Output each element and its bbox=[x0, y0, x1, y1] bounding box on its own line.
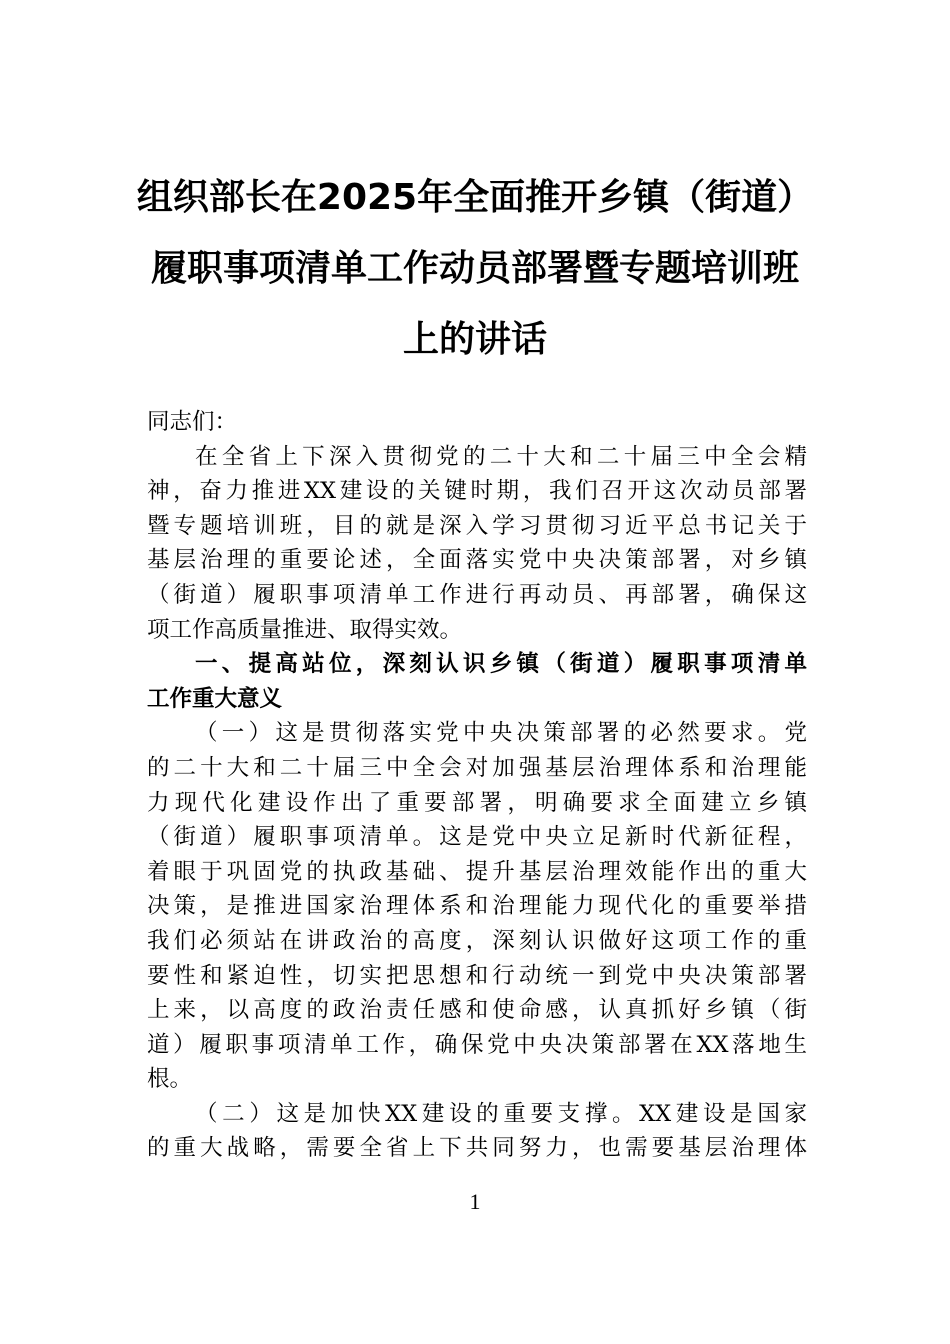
salutation-text: 同志们： bbox=[147, 409, 238, 435]
title-line: 上的讲话 bbox=[402, 319, 547, 360]
text-line: 根。 bbox=[147, 1066, 193, 1093]
text-line: 力现代化建设作出了重要部署，明确要求全面建立乡镇 bbox=[147, 789, 807, 816]
text-line: 暨专题培训班，目的就是深入学习贯彻习近平总书记关于 bbox=[147, 512, 807, 539]
text-line: 道）履职事项清单工作，确保党中央决策部署在XX落地生 bbox=[147, 1031, 807, 1058]
text-line: 着眼于巩固党的执政基础、提升基层治理效能作出的重大 bbox=[147, 858, 807, 885]
text-line: （一）这是贯彻落实党中央决策部署的必然要求。党 bbox=[195, 720, 807, 747]
text-line: 基层治理的重要论述，全面落实党中央决策部署，对乡镇 bbox=[147, 547, 807, 574]
text-line: （二）这是加快XX建设的重要支撑。XX建设是国家 bbox=[195, 1100, 807, 1127]
text-line: 我们必须站在讲政治的高度，深刻认识做好这项工作的重 bbox=[147, 927, 807, 954]
text-line: （街道）履职事项清单工作进行再动员、再部署，确保这 bbox=[147, 581, 807, 608]
text-line: 上来，以高度的政治责任感和使命感，认真抓好乡镇（街 bbox=[147, 997, 807, 1024]
text-line: 神，奋力推进XX建设的关键时期，我们召开这次动员部署 bbox=[147, 478, 807, 505]
point-two-paragraph bbox=[147, 1097, 807, 1166]
document-body bbox=[147, 405, 807, 1166]
text-line: 要性和紧迫性，切实把思想和行动统一到党中央决策部署 bbox=[147, 962, 807, 989]
title-line: 履职事项清单工作动员部署暨专题培训班 bbox=[150, 248, 799, 289]
text-line: 项工作高质量推进、取得实效。 bbox=[147, 616, 463, 643]
page-number: 1 bbox=[469, 1189, 481, 1214]
heading-line: 一、提高站位，深刻认识乡镇（街道）履职事项清单 bbox=[195, 651, 807, 678]
salutation-paragraph bbox=[147, 405, 807, 440]
text-line: 决策，是推进国家治理体系和治理能力现代化的重要举措 bbox=[147, 893, 807, 920]
text-line: （街道）履职事项清单。这是党中央立足新时代新征程， bbox=[147, 824, 807, 851]
text-line: 的二十大和二十届三中全会对加强基层治理体系和治理能 bbox=[147, 754, 807, 781]
document-title bbox=[120, 162, 830, 375]
text-line: 的重大战略，需要全省上下共同努力，也需要基层治理体 bbox=[147, 1135, 807, 1162]
title-line: 组织部长在2025年全面推开乡镇（街道） bbox=[136, 177, 814, 218]
heading-line: 工作重大意义 bbox=[147, 685, 283, 712]
point-one-paragraph bbox=[147, 716, 807, 1097]
section-heading bbox=[147, 647, 807, 716]
intro-paragraph bbox=[147, 440, 807, 648]
text-line: 在全省上下深入贯彻党的二十大和二十届三中全会精 bbox=[195, 443, 807, 470]
